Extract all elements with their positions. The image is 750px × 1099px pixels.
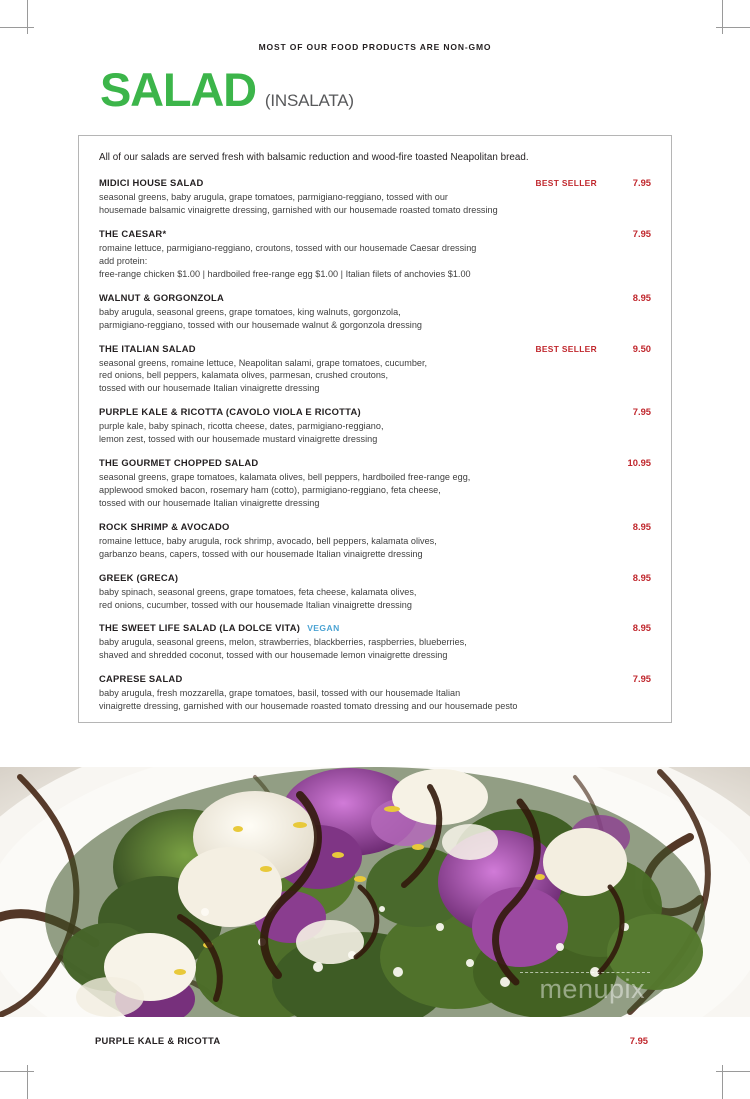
menu-item-price: 7.95 — [632, 673, 651, 685]
menu-item — [99, 622, 651, 662]
menu-item-description-line: add protein: — [99, 255, 148, 266]
menu-item-price: 9.50 — [632, 342, 651, 354]
menu-item-name: PURPLE KALE & RICOTTA (CAVOLO VIOLA E RICOTTA) — [99, 406, 361, 418]
menu-item-description — [99, 687, 639, 713]
menu-item-description — [99, 306, 639, 332]
menu-item-description — [99, 535, 639, 561]
menu-item-description — [99, 357, 639, 396]
menu-item-price: 7.95 — [632, 228, 651, 240]
menu-item-description-line: romaine lettuce, baby arugula, rock shrimp, avocado, bell peppers, kalamata olives, — [99, 535, 437, 546]
menu-item-description-line: vinaigrette dressing, garnished with our housemade roasted tomato dressing and our housemade pesto — [99, 701, 518, 712]
menu-item-description-line: parmigiano-reggiano, tossed with our housemade walnut & gorgonzola dressing — [99, 319, 423, 330]
menu-item-header — [99, 343, 651, 354]
non-gmo-note: MOST OF OUR FOOD PRODUCTS ARE NON-GMO — [258, 42, 492, 52]
menu-item-name: CAPRESE SALAD — [99, 673, 183, 685]
menu-item-price: 7.95 — [632, 406, 651, 418]
menu-item-description-line: tossed with our housemade Italian vinaigrette dressing — [99, 383, 320, 394]
menu-item-price: 8.95 — [632, 291, 651, 303]
menu-item-name: GREEK (GRECA) — [99, 571, 179, 583]
menu-item-description-line: housemade balsamic vinaigrette dressing, garnished with our housemade roasted tomato dressing — [99, 205, 498, 216]
menu-intro: All of our salads are served fresh with balsamic reduction and wood-fire toasted Neapolitan bread. — [99, 152, 529, 163]
menu-item-price: 8.95 — [632, 520, 651, 532]
menu-item-header — [99, 406, 651, 417]
photo-caption-price: 7.95 — [629, 1035, 648, 1046]
menu-item-description-line: garbanzo beans, capers, tossed with our housemade Italian vinaigrette dressing — [99, 548, 423, 559]
menu-item-name: ROCK SHRIMP & AVOCADO — [99, 520, 230, 532]
menu-item-price: 8.95 — [632, 622, 651, 634]
menu-item-name: MIDICI HOUSE SALAD — [99, 177, 204, 189]
menu-item-name: THE SWEET LIFE SALAD (LA DOLCE VITA) — [99, 622, 301, 634]
menu-item-description — [99, 586, 639, 612]
menu-item-description-line: applewood smoked bacon, rosemary ham (cotto), parmigiano-reggiano, feta cheese, — [99, 485, 441, 496]
page-title — [100, 63, 354, 116]
menu-item-header — [99, 622, 651, 633]
menu-item-description-line: shaved and shredded coconut, tossed with our housemade lemon vinaigrette dressing — [99, 650, 448, 661]
menu-item — [99, 228, 651, 281]
menu-item-description — [99, 636, 639, 662]
menu-item — [99, 343, 651, 396]
menu-item-header — [99, 177, 651, 188]
menu-item — [99, 572, 651, 612]
menu-item — [99, 406, 651, 446]
dish-photo — [0, 767, 750, 1017]
menu-item — [99, 292, 651, 332]
menu-item-description-line: baby arugula, fresh mozzarella, grape tomatoes, basil, tossed with our housemade Italian — [99, 688, 461, 699]
menu-item-description-line: lemon zest, tossed with our housemade mustard vinaigrette dressing — [99, 434, 378, 445]
menu-item-price: 8.95 — [632, 571, 651, 583]
menu-item-description-line: baby arugula, seasonal greens, melon, strawberries, blackberries, raspberries, blueberries, — [99, 637, 467, 648]
watermark-divider — [520, 972, 650, 973]
menu-item — [99, 177, 651, 217]
menu-item-description-line: purple kale, baby spinach, ricotta cheese, dates, parmigiano-reggiano, — [99, 421, 384, 432]
menu-item-header — [99, 228, 651, 239]
menu-item-header — [99, 673, 651, 684]
menu-item-description — [99, 420, 639, 446]
menu-item-list — [99, 177, 651, 713]
menu-item-description-line: baby spinach, seasonal greens, grape tomatoes, feta cheese, kalamata olives, — [99, 586, 417, 597]
photo-caption-name: PURPLE KALE & RICOTTA — [95, 1035, 221, 1046]
menu-item-header — [99, 521, 651, 532]
menu-item-name: THE GOURMET CHOPPED SALAD — [99, 457, 259, 469]
menu-item-description-line: romaine lettuce, parmigiano-reggiano, croutons, tossed with our housemade Caesar dressing — [99, 243, 477, 254]
menu-item-description-line: seasonal greens, romaine lettuce, Neapolitan salami, grape tomatoes, cucumber, — [99, 357, 428, 368]
menu-item-description-line: seasonal greens, grape tomatoes, kalamata olives, bell peppers, hardboiled free-range egg, — [99, 472, 471, 483]
menu-item-header — [99, 572, 651, 583]
best-seller-badge: BEST SELLER — [535, 178, 597, 189]
menu-item-description-line: red onions, bell peppers, kalamata olives, parmesan, crushed croutons, — [99, 370, 389, 381]
best-seller-badge: BEST SELLER — [535, 343, 597, 354]
menu-item-name: THE ITALIAN SALAD — [99, 342, 196, 354]
menu-item-description-line: seasonal greens, baby arugula, grape tomatoes, parmigiano-reggiano, tossed with our — [99, 192, 448, 203]
watermark-label: menupix — [539, 974, 645, 1004]
menu-item-price: 7.95 — [632, 177, 651, 189]
menu-item-name: WALNUT & GORGONZOLA — [99, 291, 225, 303]
menu-item-price: 10.95 — [627, 457, 651, 469]
menu-item-description-line: red onions, cucumber, tossed with our housemade Italian vinaigrette dressing — [99, 599, 412, 610]
menu-item — [99, 521, 651, 561]
menu-item-description-line: free-range chicken $1.00 | hardboiled free-range egg $1.00 | Italian filets of anchovies $1.00 — [99, 268, 471, 279]
page-title-main: SALAD — [100, 63, 256, 116]
menu-item-header — [99, 457, 651, 468]
menu-panel — [78, 135, 672, 723]
photo-caption — [95, 1035, 648, 1046]
page-title-italian: (INSALATA) — [264, 91, 354, 110]
menu-item — [99, 673, 651, 713]
menu-item-description-line: tossed with our housemade Italian vinaigrette dressing — [99, 497, 320, 508]
menu-item-header — [99, 292, 651, 303]
menu-item-description — [99, 242, 639, 281]
menu-item-description — [99, 191, 639, 217]
menu-item-description — [99, 471, 639, 510]
menu-item-name: THE CAESAR* — [99, 228, 167, 240]
menu-item-description-line: baby arugula, seasonal greens, grape tomatoes, king walnuts, gorgonzola, — [99, 306, 401, 317]
menu-item-diet-tag: VEGAN — [307, 623, 340, 634]
menu-item — [99, 457, 651, 510]
